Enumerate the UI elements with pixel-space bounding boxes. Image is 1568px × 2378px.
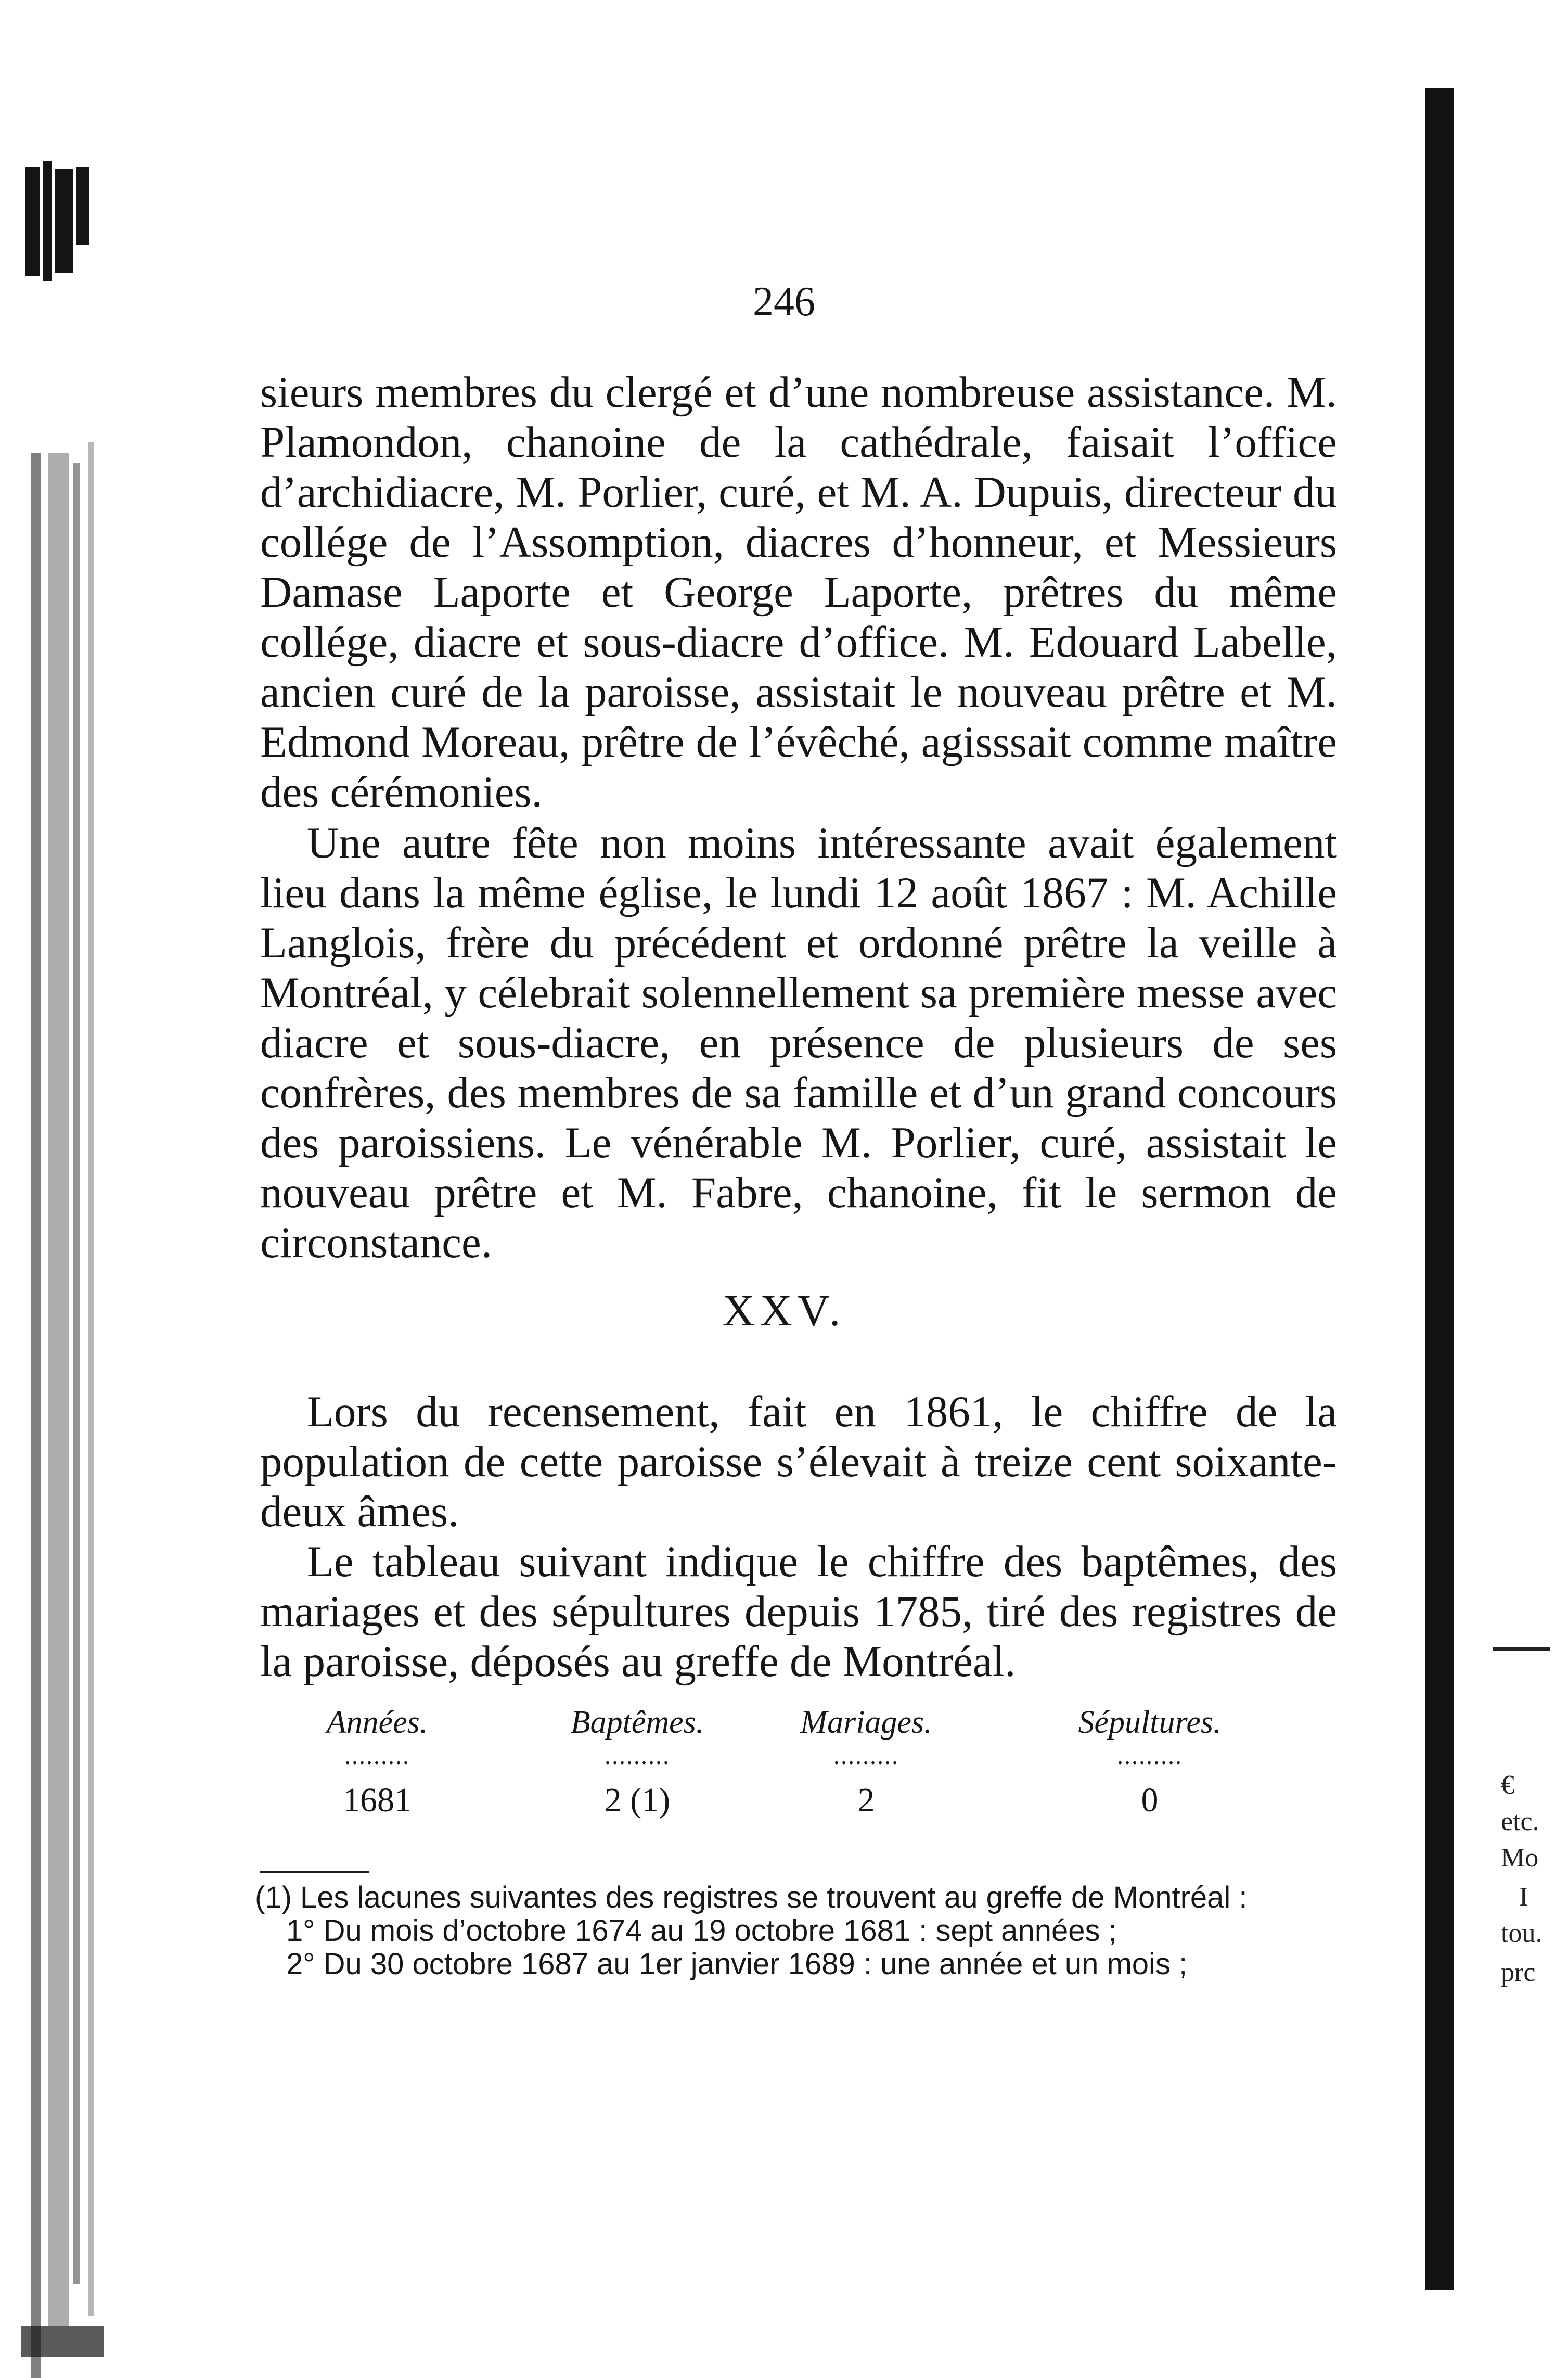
body-paragraph: Une autre fête non moins intéressante avait également lieu dans la même église, le lundi 12 août 1867 : M. Achille Langlois, frère du précédent et ordonné prêtre la veille à Montréal, y célebrait solennellement sa première messe avec diacre et sous-diacre, en présence de plusieurs de ses confrères, des membres de sa famille et d’un grand concours des paroissiens. Le vénérable M. Porlier, curé, assistait le nouveau prêtre et M. Fabre, chanoine, fit le sermon de circonstance.	[260, 819, 1337, 1267]
section-paragraph: Lors du recensement, fait en 1861, le chiffre de la population de cette paroisse s’élevait à treize cent soixante-deux âmes.	[260, 1387, 1337, 1536]
scan-right-dash	[1493, 1647, 1550, 1651]
section-heading: XXV.	[722, 1285, 846, 1335]
section-paragraph: Le tableau suivant indique le chiffre des baptêmes, des mariages et des sépultures depuis 1785, tiré des registres de la paroisse, déposés au greffe de Montréal.	[260, 1537, 1337, 1686]
footnote-line: 2° Du 30 octobre 1687 au 1er janvier 1689 : une année et un mois ;	[286, 1947, 1188, 1981]
table-cell-baptisms: 2 (1)	[604, 1781, 671, 1819]
column-header-burials: Sépultures.	[1078, 1705, 1222, 1740]
dot-leader: .........	[605, 1742, 670, 1770]
footnote-rule	[260, 1871, 369, 1873]
dot-leader: .........	[833, 1742, 899, 1770]
table-cell-burials: 0	[1141, 1781, 1159, 1819]
footnote-line: (1) Les lacunes suivantes des registres se trouvent au greffe de Montréal :	[255, 1881, 1248, 1914]
column-header-baptisms: Baptêmes.	[570, 1705, 704, 1740]
footnote-line: 1° Du mois d’octobre 1674 au 19 octobre 1681 : sept années ;	[286, 1914, 1117, 1948]
column-header-marriages: Mariages.	[800, 1705, 932, 1740]
adjacent-page-fragment: I	[1519, 1882, 1528, 1912]
table-header	[260, 1702, 1337, 1743]
adjacent-page-fragment: €	[1501, 1770, 1514, 1800]
adjacent-page-fragment: tou.	[1501, 1919, 1543, 1948]
table-cell-marriages: 2	[857, 1781, 875, 1819]
column-header-years: Années.	[326, 1705, 428, 1740]
table-cell-year: 1681	[343, 1781, 412, 1819]
page-number: 246	[753, 279, 815, 325]
adjacent-page-fragment: prc	[1501, 1958, 1536, 1987]
dot-leader: .........	[1117, 1742, 1183, 1770]
adjacent-page-fragment: Mo	[1501, 1843, 1539, 1873]
scan-right-edge	[1425, 88, 1454, 2290]
dot-leader: .........	[344, 1742, 410, 1770]
footnote	[255, 1881, 1337, 1981]
body-paragraph: sieurs membres du clergé et d’une nombreuse assistance. M. Plamondon, chanoine de la cathédrale, faisait l’office d’archidiacre, M. Porlier, curé, et M. A. Dupuis, directeur du collége de l’Assomption, diacres d’honneur, et Messieurs Damase Laporte et George Laporte, prêtres du même collége, diacre et sous-diacre d’office. M. Edouard Labelle, ancien curé de la paroisse, assistait le nouveau prêtre et M. Edmond Moreau, prêtre de l’évêché, agisssait comme maître des cérémonies.	[260, 368, 1337, 816]
adjacent-page-fragment: etc.	[1501, 1807, 1539, 1836]
scan-binding-edge	[0, 78, 120, 2354]
table-row	[260, 1780, 1337, 1821]
